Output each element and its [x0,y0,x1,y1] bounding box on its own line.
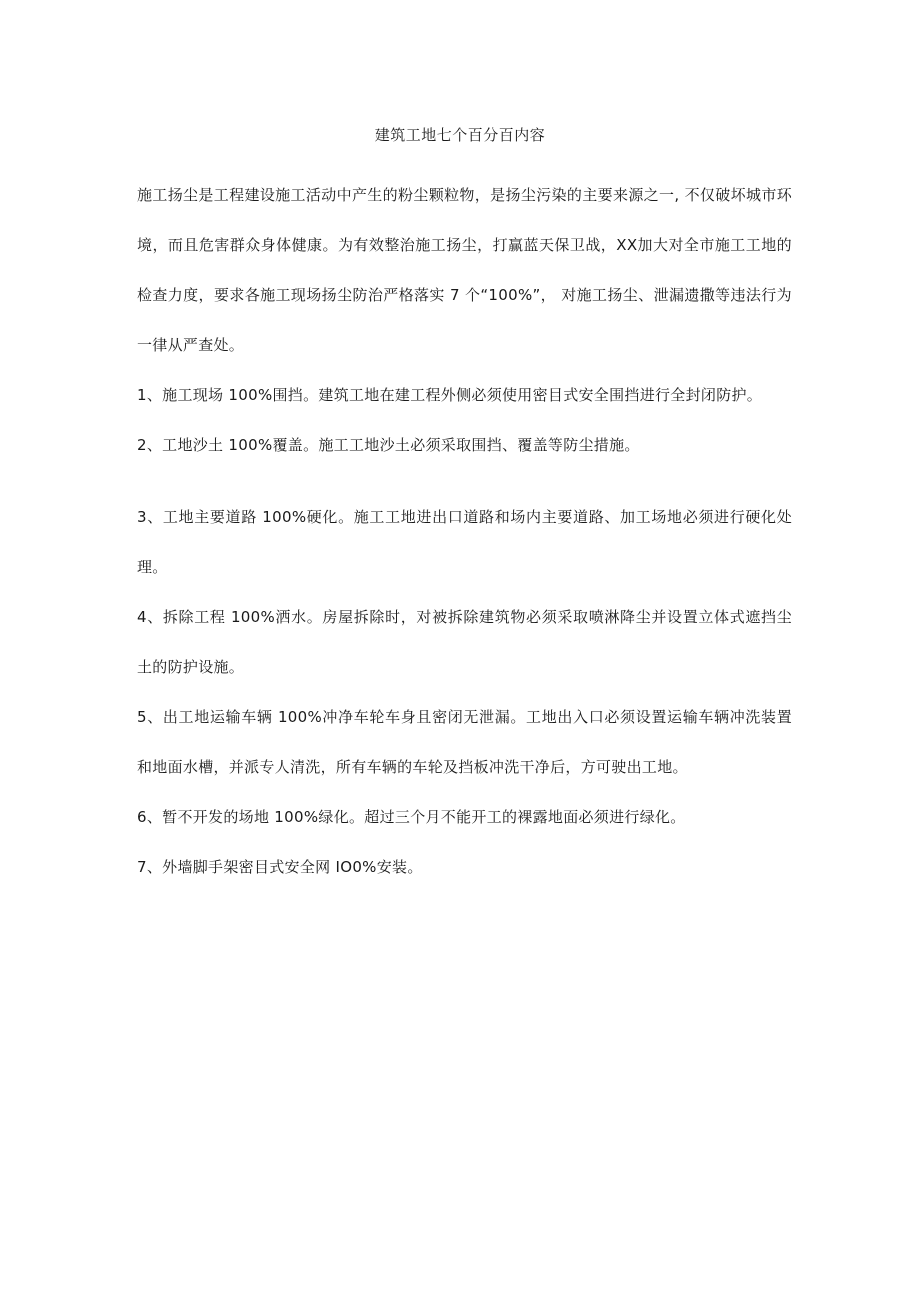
list-item-6: 6、暂不开发的场地 100%绿化。超过三个月不能开工的裸露地面必须进行绿化。 [137,808,686,826]
intro-paragraph: 施工扬尘是工程建设施工活动中产生的粉尘颗粒物，是扬尘污染的主要来源之一, 不仅破坏城市环境，而且危害群众身体健康。为有效整治施工扬尘，打赢蓝天保卫战，XX加大对全市施工工地的检查力度，要求各施工现场扬尘防治严格落实 7 个“100%”， 对施工扬尘、泄漏遗撒等违法行为一律从严查处。 [137,186,792,354]
list-item-5: 5、出工地运输车辆 100%冲净车轮车身且密闭无泄漏。工地出入口必须设置运输车辆冲洗装置和地面水槽，并派专人清洗，所有车辆的车轮及挡板冲洗干净后，方可驶出工地。 [137,708,792,776]
list-item-3: 3、工地主要道路 100%硬化。施工工地进出口道路和场内主要道路、加工场地必须进行硬化处理。 [137,508,792,576]
document-body [137,170,792,892]
document-title: 建筑工地七个百分百内容 [374,126,546,144]
list-item-1: 1、施工现场 100%围挡。建筑工地在建工程外侧必须使用密目式安全围挡进行全封闭防护。 [137,386,763,404]
list-item-4: 4、拆除工程 100%洒水。房屋拆除时，对被拆除建筑物必须采取喷淋降尘并设置立体式遮挡尘土的防护设施。 [137,608,792,676]
list-item-7: 7、外墙脚手架密目式安全网 IO0%安装。 [137,858,423,876]
list-item-2: 2、工地沙土 100%覆盖。施工工地沙土必须采取围挡、覆盖等防尘措施。 [137,436,640,454]
